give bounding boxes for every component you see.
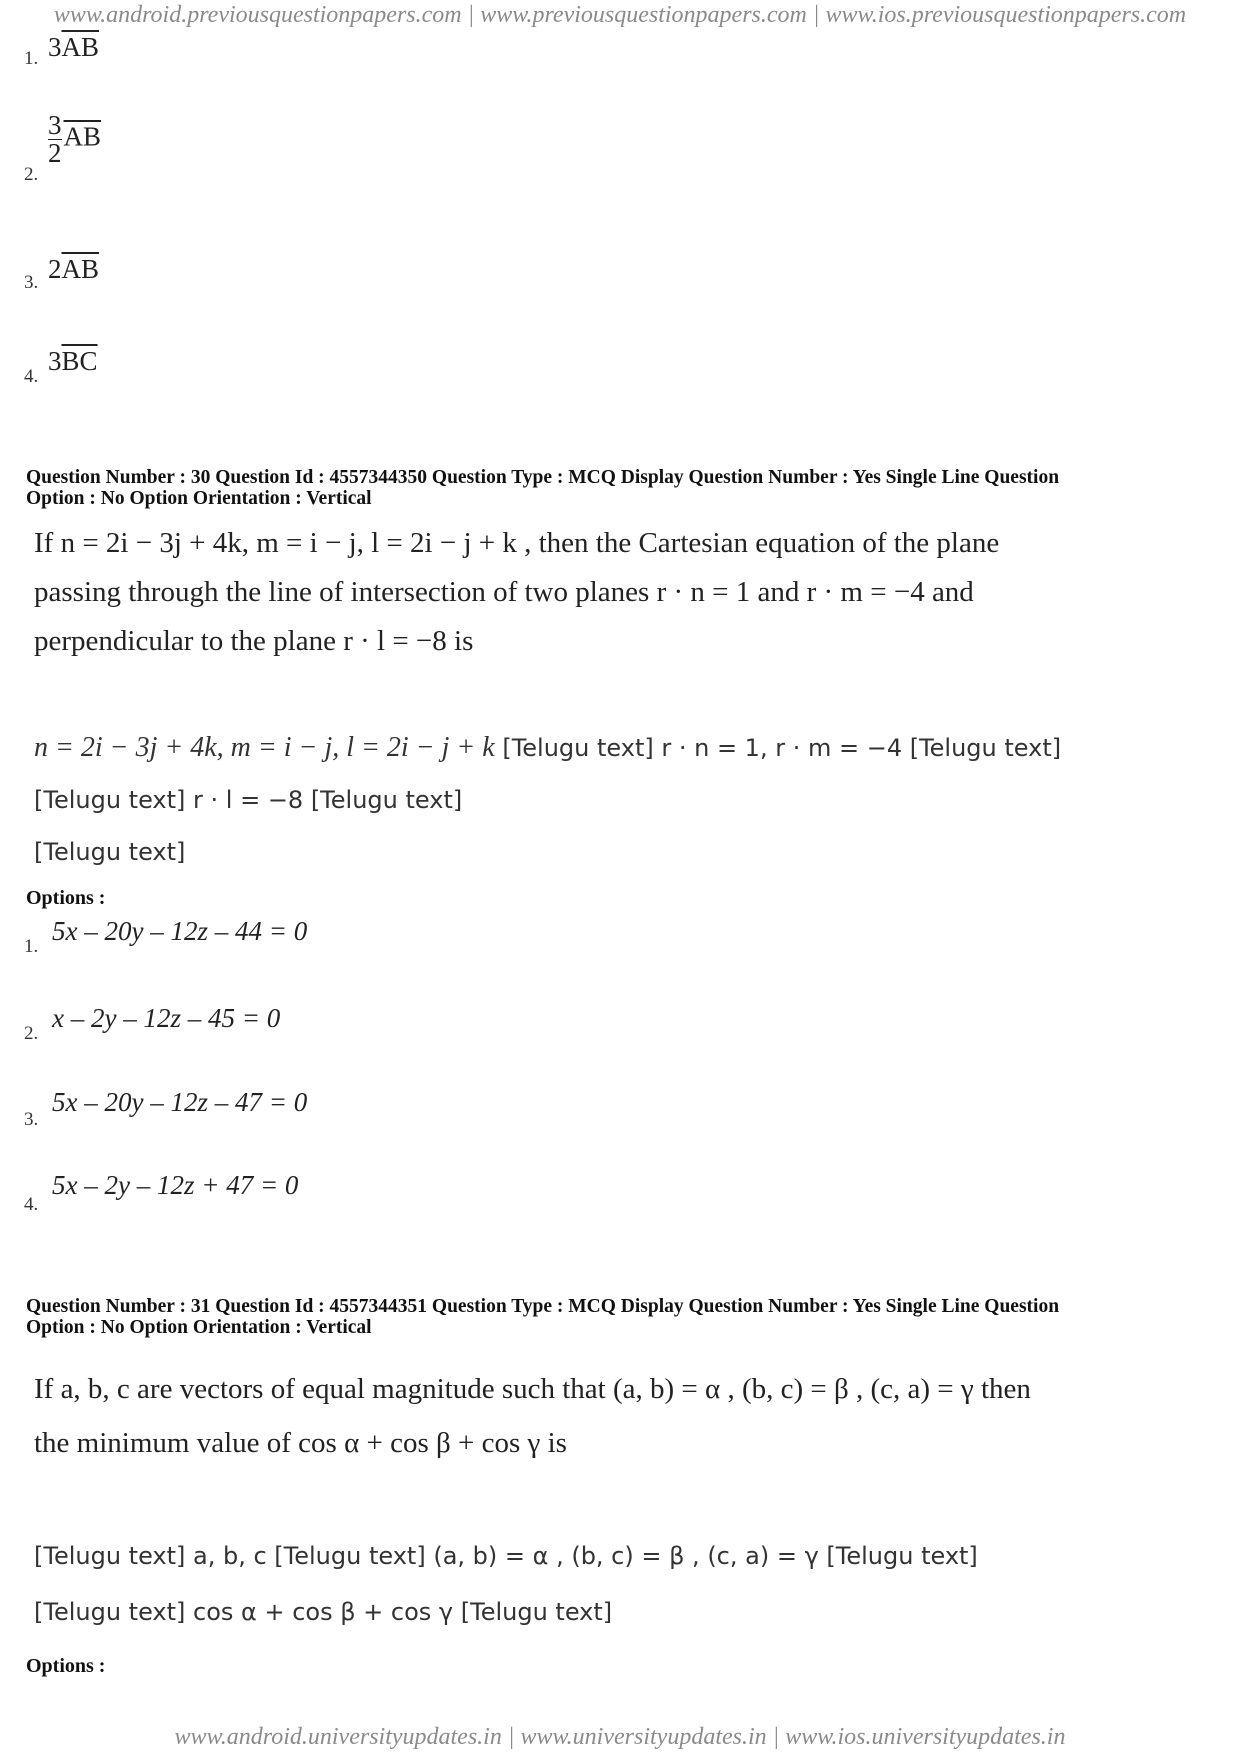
question-text-line: n = 2i − 3j + 4k, m = i − j, l = 2i − j + k [Telugu text] r · n = 1, r · m = −4 [Telugu text] [34, 732, 1062, 763]
page-footer-watermark: www.android.universityupdates.in | www.universityupdates.in | www.ios.universityupdates.in [174, 1724, 1066, 1750]
question-meta-line: Option : No Option Orientation : Vertical [26, 1317, 372, 1338]
q30-option-3 [24, 1087, 624, 1133]
question-31-meta [26, 1296, 1216, 1338]
question-30-meta [26, 467, 1216, 509]
question-31-options-label: Options : [26, 1655, 106, 1677]
question-text-line: [Telugu text] cos α + cos β + cos γ [Telugu text] [34, 1598, 613, 1626]
option-expression: 5x – 2y – 12z + 47 = 0 [52, 1170, 299, 1200]
option-expression: $3\overline{BC}$ [48, 346, 98, 376]
option-expression: 5x – 20y – 12z – 47 = 0 [52, 1087, 308, 1117]
question-text-line: If a, b, c are vectors of equal magnitude such that (a, b) = α , (b, c) = β , (c, a) = γ then [34, 1373, 1031, 1405]
prev-option-2 [24, 112, 324, 192]
page-header-watermark: www.android.previousquestionpapers.com | www.previousquestionpapers.com | www.ios.previousquestionpapers.com [53, 2, 1187, 28]
question-text-line: passing through the line of intersection of two planes r · n = 1 and r · m = −4 and [34, 576, 974, 608]
question-text-line: [Telugu text] [34, 838, 186, 866]
option-number: 1. [24, 48, 39, 69]
option-number: 3. [24, 1109, 39, 1130]
option-number: 2. [24, 164, 39, 185]
q30-option-1 [24, 916, 624, 962]
question-30-options-label: Options : [26, 887, 106, 909]
prev-option-3 [24, 254, 324, 294]
option-expression: 5x – 20y – 12z – 44 = 0 [52, 916, 308, 946]
question-31-english [34, 1362, 1154, 1470]
question-meta-line: Question Number : 30 Question Id : 4557344350 Question Type : MCQ Display Question Number : Yes Single Line Question [26, 467, 1060, 488]
question-31-telugu [34, 1528, 1154, 1640]
q30-option-4 [24, 1170, 624, 1216]
prev-option-1 [24, 32, 324, 72]
option-expression: $3\overline{AB}$ [48, 32, 100, 62]
option-expression: $\frac{3}{2}$ $\overline{AB}$ [48, 110, 102, 168]
question-meta-line: Option : No Option Orientation : Vertical [26, 488, 372, 509]
option-expression: $2\overline{AB}$ [48, 254, 100, 284]
question-text-line: If n = 2i − 3j + 4k, m = i − j, l = 2i − j + k , then the Cartesian equation of the plane [34, 527, 1000, 559]
prev-option-4 [24, 346, 324, 386]
question-30-english [34, 519, 1154, 666]
option-expression: x – 2y – 12z – 45 = 0 [52, 1003, 281, 1033]
option-number: 4. [24, 1194, 39, 1215]
question-text-line: the minimum value of cos α + cos β + cos γ is [34, 1427, 567, 1459]
question-meta-line: Question Number : 31 Question Id : 4557344351 Question Type : MCQ Display Question Number : Yes Single Line Question [26, 1296, 1060, 1317]
option-number: 2. [24, 1023, 39, 1044]
option-number: 4. [24, 366, 39, 387]
option-number: 3. [24, 272, 39, 293]
option-number: 1. [24, 936, 39, 957]
question-30-telugu [34, 722, 1154, 878]
q30-option-2 [24, 1003, 624, 1049]
question-text-line: [Telugu text] r · l = −8 [Telugu text] [34, 786, 463, 814]
fraction: $\frac{3}{2}$ [48, 110, 62, 168]
question-text-line: [Telugu text] a, b, c [Telugu text] (a, b) = α , (b, c) = β , (c, a) = γ [Telugu text] [34, 1542, 978, 1570]
question-text-line: perpendicular to the plane r · l = −8 is [34, 625, 474, 657]
